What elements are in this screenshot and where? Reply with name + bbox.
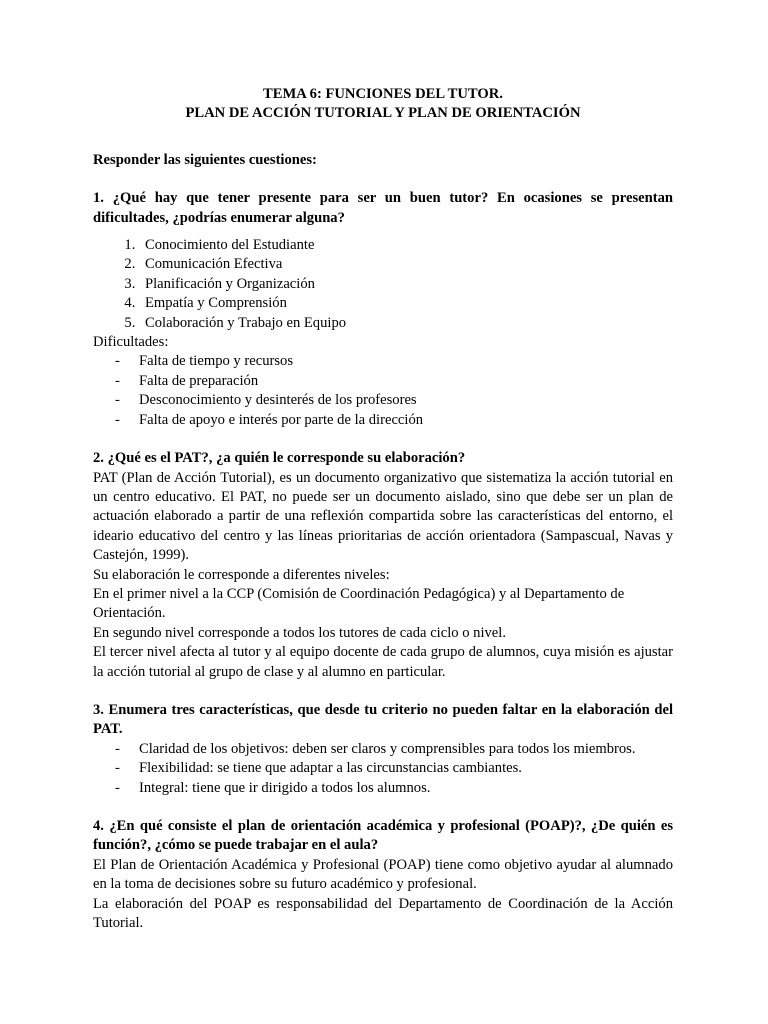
question-3-section: [93, 701, 673, 798]
question-3: 3. Enumera tres características, que desde tu criterio no pueden faltar en la elaboración del PAT.: [93, 701, 673, 738]
title-line-2: PLAN DE ACCIÓN TUTORIAL Y PLAN DE ORIENTACIÓN: [185, 105, 581, 122]
question-4: 4. ¿En qué consiste el plan de orientación académica y profesional (POAP)?, ¿De quién es función?, ¿cómo se puede trabajar en el aula?: [93, 818, 673, 854]
list-item: - Falta de apoyo e interés por parte de la dirección: [115, 411, 673, 430]
characteristics-list: [93, 740, 673, 798]
difficulties-list: [93, 352, 673, 430]
paragraph: En segundo nivel corresponde a todos los tutores de cada ciclo o nivel.: [93, 624, 506, 641]
paragraph: El tercer nivel afecta al tutor y al equipo docente de cada grupo de alumnos, cuya misión es ajustar la acción tutorial al grupo de clase y al alumno en particular.: [93, 644, 673, 680]
paragraph: El Plan de Orientación Académica y Profesional (POAP) tiene como objetivo ayudar al alumnado en la toma de decisiones sobre su futuro académico y profesional.: [93, 856, 673, 893]
paragraph: PAT (Plan de Acción Tutorial), es un documento organizativo que sistematiza la acción tutorial en un centro educativo. El PAT, no puede ser un documento aislado, sino que debe ser un plan de actuación elaborado a partir de una reflexión compartida sobre las características del entorno, el ideario educativo del centro y las líneas prioritarias de acción orientadora (Sampascual, Navas y Castejón, 1999).: [93, 469, 673, 564]
list-item: - Integral: tiene que ir dirigido a todos los alumnos.: [115, 779, 673, 798]
paragraph: En el primer nivel a la CCP (Comisión de Coordinación Pedagógica) y al Departamento de Orientación.: [93, 585, 625, 622]
list-item: 2. Comunicación Efectiva: [139, 255, 673, 274]
question-2-section: [93, 449, 673, 682]
list-item: - Claridad de los objetivos: deben ser claros y comprensibles para todos los miembros.: [115, 740, 673, 759]
list-item: 3. Planificación y Organización: [139, 275, 673, 294]
list-item: 5. Colaboración y Trabajo en Equipo: [139, 314, 673, 333]
list-item: 4. Empatía y Comprensión: [139, 294, 673, 313]
document-title: [93, 85, 673, 124]
paragraph: Su elaboración le corresponde a diferentes niveles:: [93, 566, 390, 583]
list-item: - Desconocimiento y desinterés de los profesores: [115, 391, 673, 410]
difficulties-label: Dificultades:: [93, 334, 169, 351]
list-item: 1. Conocimiento del Estudiante: [139, 236, 673, 255]
question-1: 1. ¿Qué hay que tener presente para ser un buen tutor? En ocasiones se presentan dificultades, ¿podrías enumerar alguna?: [93, 190, 673, 226]
good-tutor-list: [93, 236, 673, 333]
title-line-1: TEMA 6: FUNCIONES DEL TUTOR.: [263, 86, 503, 102]
document-body: [93, 85, 673, 933]
question-4-section: [93, 817, 673, 933]
list-item: - Flexibilidad: se tiene que adaptar a las circunstancias cambiantes.: [115, 759, 673, 778]
question-2: 2. ¿Qué es el PAT?, ¿a quién le corresponde su elaboración?: [93, 450, 466, 467]
paragraph: La elaboración del POAP es responsabilidad del Departamento de Coordinación de la Acción Tutorial.: [93, 895, 673, 932]
list-item: - Falta de preparación: [115, 372, 673, 391]
intro-text: Responder las siguientes cuestiones:: [93, 151, 317, 168]
list-item: - Falta de tiempo y recursos: [115, 352, 673, 371]
question-1-section: [93, 189, 673, 430]
